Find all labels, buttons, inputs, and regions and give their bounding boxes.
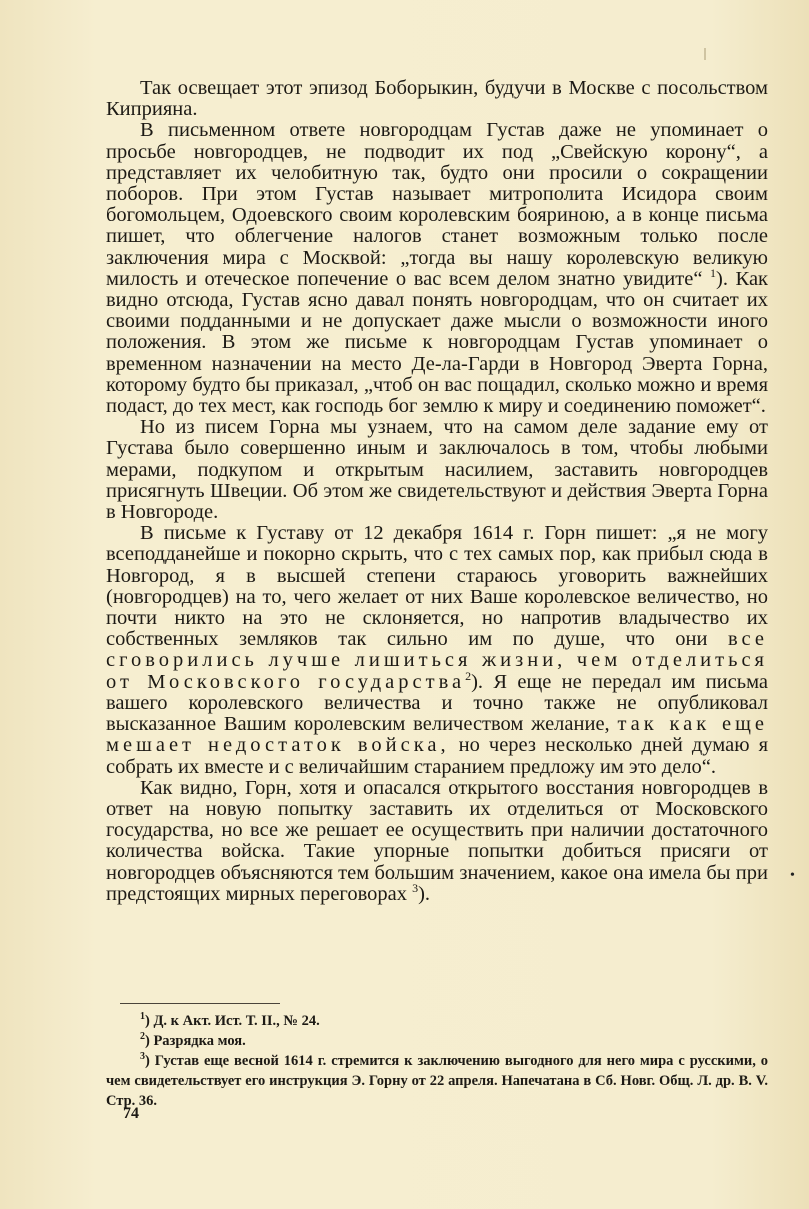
paragraph-2-text: В письменном ответе новгородцам Густав даже не упоминает о просьбе новгородцев, не подводит их под „Свейскую корону“, а представляет их челобитную так, будто они просили о сокращении поборов. При этом Густав называет митрополита Исидора своим богомольцем, Одоевского своим королевским бояриною, а в конце письма пишет, что облегчение налогов станет возможным только после заключения мира с Москвой: „тогда вы нашу королевскую великую милость и отеческое попечение о вас всем делом знатно увидите“: [106, 119, 768, 290]
footnote-3: [106, 1051, 768, 1111]
paragraph-2: [106, 120, 768, 417]
footnote-divider: [120, 1003, 280, 1004]
paragraph-5-text: Как видно, Горн, хотя и опасался открытого восстания новгородцев в ответ на новую попытку заставить их отделиться от Московского государства, но все же решает ее осуществить при наличии достаточного количества войска. Такие упорные попытки добиться присяги от новгородцев объясняются тем большим значением, какое она имела бы при предстоящих мирных переговорах: [106, 776, 768, 905]
footnote-1: [106, 1011, 768, 1031]
paragraph-4-end: но через несколько дней думаю я собрать их вместе и с величайшим старанием предложу им это дело“.: [106, 734, 768, 778]
footnotes: [106, 1011, 768, 1111]
footnote-1-number: 1: [140, 1011, 145, 1023]
paragraph-4-text: В письме к Густаву от 12 декабря 1614 г. Горн пишет: „я не могу всеподданейше и покорно скрыть, что с тех самых пор, как прибыл сюда в Новгород, я в высшей степени стараюсь уговорить важнейших (новгородцев) на то, чего желает от них Ваше королевское величество, но почти никто на это не склоняется, но напротив владычество их собственных земляков так сильно им по душе, что они: [106, 522, 768, 651]
paragraph-4-ref-close: ).: [471, 670, 484, 693]
footnote-2: [106, 1031, 768, 1051]
footnote-ref-2: 2: [465, 668, 472, 683]
paragraph-1-text: Так освещает этот эпизод Боборыкин, будучи в Москве с посольством Киприяна.: [106, 77, 768, 121]
paragraph-5-ref-close: ).: [418, 882, 431, 905]
paragraph-4-spaced-emphasis-2: так как еще мешает недостаток войска,: [106, 713, 768, 757]
paragraph-1: [106, 78, 768, 120]
footnote-1-text: ) Д. к Акт. Ист. Т. II., № 24.: [145, 1013, 320, 1029]
footnote-2-number: 2: [140, 1031, 145, 1043]
paragraph-2-ref-close: ).: [716, 267, 728, 290]
footnote-2-text: ) Разрядка моя.: [145, 1033, 246, 1049]
paragraph-2-continuation: Как видно отсюда, Густав ясно давал понять новгородцам, что он считает их своими подданными и не допускает даже мысли о возможности иного положения. В этом же письме к новгородцам Густав упоминает о временном назначении на место Де-ла-Гарди в Новгород Эверта Горна, которому будто бы приказал, „чтоб он вас пощадил, сколько можно и время подаст, до тех мест, как господь бог землю к миру и соединению поможет“.: [106, 267, 769, 418]
page-number: 74: [123, 1105, 139, 1122]
paragraph-4-spaced-emphasis-1: все сговорились лучше лишиться жизни, чем отделиться от Московского государства: [106, 628, 768, 693]
main-text: [106, 78, 768, 905]
page-tick-mark: [704, 48, 706, 60]
footnote-3-text: ) Густав еще весной 1614 г. стремится к заключению выгодного для него мира с русскими, о чем свидетельствует его инструкция Э. Горну от 22 апреля. Напечатана в Сб. Новг. Общ. Л. др. В. V. Стр. 36.: [106, 1053, 768, 1109]
footnote-ref-1: 1: [710, 266, 717, 280]
footnote-3-number: 3: [140, 1051, 145, 1063]
paragraph-4-middle: Я еще не передал им письма вашего королевского величества и точно также не опубликовал высказанное Вашим королевским величеством желание,: [106, 670, 769, 736]
paragraph-5: [106, 778, 768, 905]
paragraph-4: [106, 523, 768, 777]
paragraph-3: [106, 417, 768, 523]
margin-mark: •: [790, 868, 795, 883]
paragraph-3-text: Но из писем Горна мы узнаем, что на самом деле задание ему от Густава было совершенно иным и заключалось в том, чтобы любыми мерами, подкупом и открытым насилием, заставить новгородцев присягнуть Швеции. Об этом же свидетельствуют и действия Эверта Горна в Новгороде.: [106, 416, 768, 524]
footnote-ref-3: 3: [412, 880, 419, 895]
